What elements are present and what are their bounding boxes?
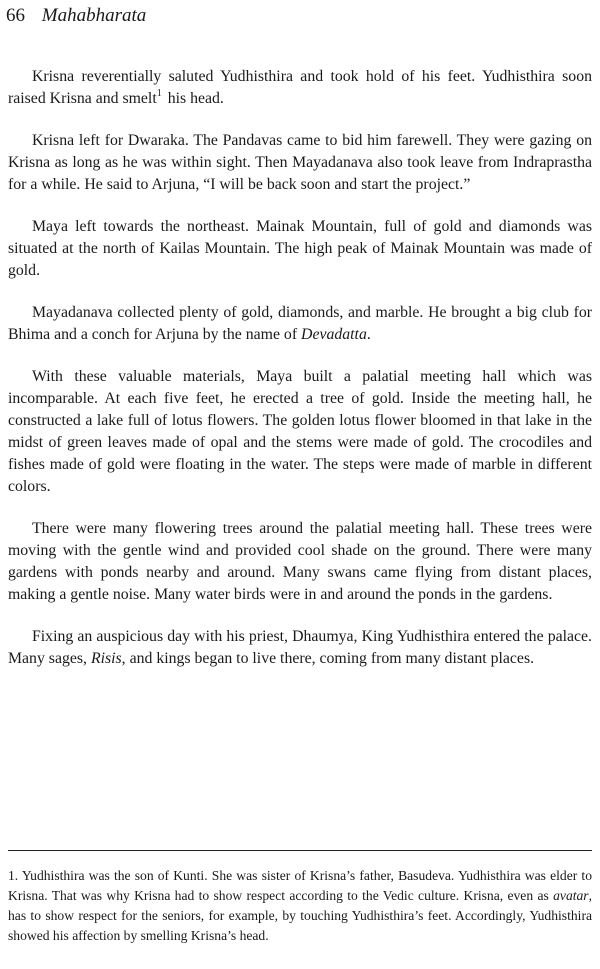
paragraph-4 bbox=[8, 302, 592, 346]
footnote bbox=[8, 866, 592, 946]
book-title: Mahabharata bbox=[41, 5, 147, 26]
paragraph-7 bbox=[8, 626, 592, 670]
body-text bbox=[8, 66, 592, 670]
paragraph-5: With these valuable materials, Maya built a palatial meeting hall which was incomparable. At each five feet, he erected a tree of gold. Inside the meeting hall, he constructed a lake full of lotus flowers. The golden lotus flower bloomed in that lake in the midst of green leaves made of opal and the stems were made of gold. The crocodiles and fishes made of gold were floating in the water. The steps were made of marble in different colors. bbox=[8, 368, 592, 495]
paragraph-6: There were many flowering trees around the palatial meeting hall. These trees were moving with the gentle wind and provided cool shade on the ground. There were many gardens with ponds nearby and around. Many swans came flying from distant places, making a gentle noise. Many water birds were in and around the ponds in the gardens. bbox=[8, 520, 592, 603]
paragraph-7-text: Fixing an auspicious day with his priest, Dhaumya, King Yudhisthira entered the palace. Many sages, bbox=[8, 628, 592, 667]
conch-name: Devadatta bbox=[301, 326, 367, 343]
paragraph-4-text-end: . bbox=[366, 326, 371, 343]
paragraph-1-text: Krisna reverentially saluted Yudhisthira and took hold of his feet. Yudhisthira soon raised Krisna and smelt bbox=[8, 68, 592, 107]
paragraph-7-text-end: , and kings began to live there, coming from many distant places. bbox=[121, 650, 535, 667]
avatar-term: avatar bbox=[553, 888, 589, 903]
paragraph-3: Maya left towards the northeast. Mainak Mountain, full of gold and diamonds was situated at the north of Kailas Mountain. The high peak of Mainak Mountain was made of gold. bbox=[8, 218, 592, 279]
footnote-divider bbox=[8, 850, 592, 851]
paragraph-2: Krisna left for Dwaraka. The Pandavas came to bid him farewell. They were gazing on Krisna as long as he was within sight. Then Mayadanava also took leave from Indraprastha for a while. He said to Arjuna, “I will be back soon and start the project.” bbox=[8, 132, 592, 193]
footnote-text-end: , has to show respect for the seniors, for example, by touching Yudhisthira’s feet. Accordingly, Yudhisthira showed his affection by smelling Krisna’s head. bbox=[8, 888, 593, 943]
risis-term: Risis bbox=[90, 650, 122, 667]
paragraph-4-text: Mayadanava collected plenty of gold, diamonds, and marble. He brought a big club for Bhima and a conch for Arjuna by the name of bbox=[8, 304, 592, 343]
paragraph-1-text-end: his head. bbox=[167, 90, 224, 107]
page-number: 66 bbox=[6, 5, 25, 26]
footnote-reference: 1 bbox=[156, 87, 162, 99]
running-head bbox=[6, 4, 146, 28]
footnote-text: 1. Yudhisthira was the son of Kunti. She was sister of Krisna’s father, Basudeva. Yudhisthira was elder to Krisna. That was why Krisna had to show respect according to the Vedic culture. Krisna, even as bbox=[8, 868, 592, 903]
paragraph-1 bbox=[8, 66, 592, 110]
